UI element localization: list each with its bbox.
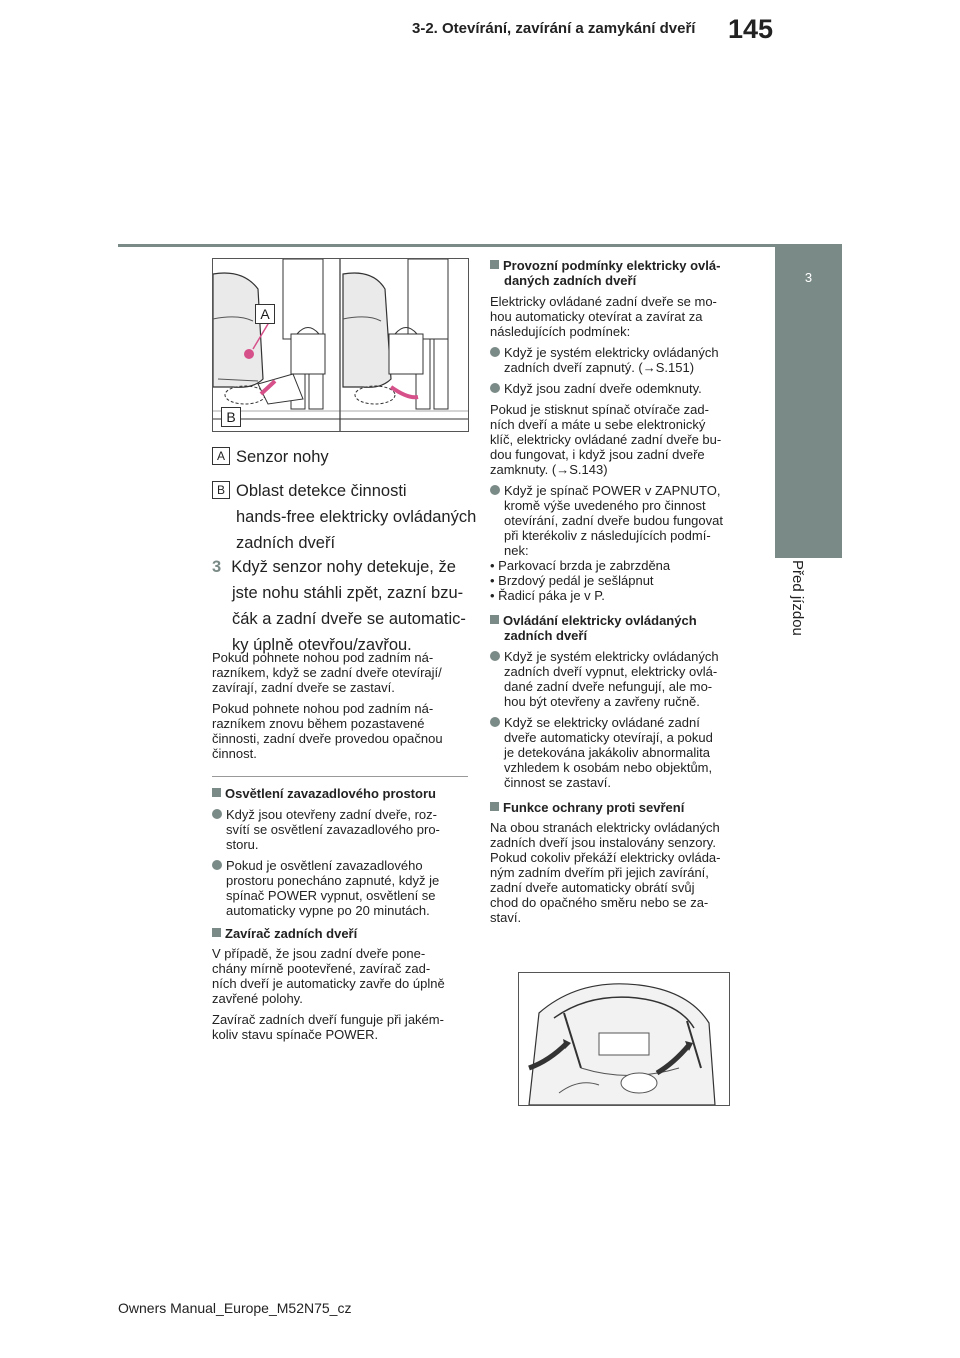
legend <box>212 444 482 556</box>
control-bullet-1: Když je systém elektricky ovládaných <box>490 649 758 664</box>
conditions-para-line: klíč, elektricky ovládané zadní dveře bu- <box>490 432 722 447</box>
light-section-title: Osvětlení zavazadlového prostoru <box>212 786 474 801</box>
light-bullet-2-line: automaticky vypne po 20 minutách. <box>226 903 430 918</box>
square-bullet-icon <box>490 615 499 624</box>
legend-a <box>212 444 482 470</box>
chapter-label: Před jízdou <box>789 560 806 636</box>
closer-para-line: koliv stavu spínače POWER. <box>212 1027 379 1042</box>
left-column-sections <box>212 786 474 1042</box>
square-bullet-icon <box>490 260 499 269</box>
light-bullet-2-line: spínač POWER vypnut, osvětlení se <box>226 888 436 903</box>
conditions-bullet-3: Když je spínač POWER v ZAPNUTO, <box>490 483 758 498</box>
dot-bullet-icon <box>490 485 500 495</box>
dot-bullet-icon <box>212 860 222 870</box>
step-text-2: jste nohu stáhli zpět, zazní bzu- <box>232 584 464 602</box>
note-2-line: činnost. <box>212 746 257 761</box>
callout-a: A <box>255 304 275 324</box>
pinch-para-line: zadních dveří jsou instalovány senzory. <box>490 835 716 850</box>
conditions-section-title: Provozní podmínky elektricky ovlá- <box>490 258 758 273</box>
conditions-bullet-1-line: zadních dveří zapnutý. (→S.151) <box>504 360 695 375</box>
header-rule <box>118 244 842 247</box>
page-number: 145 <box>728 14 774 44</box>
pinch-para-line: Na obou stranách elektricky ovládaných <box>490 820 720 835</box>
conditions-title-line: daných zadních dveří <box>504 273 637 288</box>
control-bullet-2-line: dveře automaticky otevírají, a pokud <box>504 730 713 745</box>
legend-b-label: B <box>212 481 230 499</box>
pinch-sensor-illustration <box>518 972 730 1106</box>
legend-a-text: Senzor nohy <box>236 448 329 466</box>
right-column-sections <box>490 258 758 925</box>
dot-bullet-icon <box>490 717 500 727</box>
note-2-line: Pokud pohnete nohou pod zadním ná- <box>212 701 434 716</box>
closer-para-line: zavřené polohy. <box>212 991 303 1006</box>
closer-para-line: V případě, že jsou zadní dveře pone- <box>212 946 426 961</box>
light-bullet-1: Když jsou otevřeny zadní dveře, roz- <box>212 807 474 822</box>
control-section-title: Ovládání elektricky ovládaných <box>490 613 758 628</box>
note-1-line: razníkem, když se zadní dveře otevírají/ <box>212 665 442 680</box>
foot-sensor-illustration <box>212 258 469 432</box>
chapter-number: 3 <box>804 270 813 285</box>
control-bullet-2-line: činnost se zastaví. <box>504 775 611 790</box>
chapter-tab <box>775 244 842 558</box>
conditions-sub-item: • Parkovací brzda je zabrzděna <box>490 558 671 573</box>
conditions-bullet-3-line: nek: <box>504 543 529 558</box>
pinch-para-line: zadní dveře automaticky obrátí svůj <box>490 880 695 895</box>
pinch-para-line: ným zadním dveřím při jejich zavírání, <box>490 865 709 880</box>
dot-bullet-icon <box>212 809 222 819</box>
dot-bullet-icon <box>490 651 500 661</box>
dot-bullet-icon <box>490 347 500 357</box>
legend-b-text-3: zadních dveří <box>236 534 336 552</box>
conditions-para-line: zamknuty. (→S.143) <box>490 462 608 477</box>
conditions-intro-line: Elektricky ovládané zadní dveře se mo- <box>490 294 717 309</box>
step-text-3: čák a zadní dveře se automatic- <box>232 610 466 628</box>
square-bullet-icon <box>212 788 221 797</box>
control-bullet-1-line: zadních dveří vypnut, elektricky ovlá- <box>504 664 718 679</box>
step-text-4: ky úplně otevřou/zavřou. <box>232 636 412 654</box>
conditions-para-line: dou fungovat, i když jsou zadní dveře <box>490 447 705 462</box>
control-bullet-1-line: hou být otevřeny a zavřeny ručně. <box>504 694 700 709</box>
closer-para-line: ních dveří je automaticky zavře do úplně <box>212 976 445 991</box>
conditions-bullet-3-line: otevírání, zadní dveře budou fungovat <box>504 513 723 528</box>
closer-para-line: Zavírač zadních dveří funguje při jakém- <box>212 1012 444 1027</box>
callout-b: B <box>221 407 241 427</box>
conditions-para-line: ních dveří a máte u sebe elektronický <box>490 417 706 432</box>
legend-a-label: A <box>212 447 230 465</box>
control-bullet-2-line: vzhledem k osobám nebo objektům, <box>504 760 713 775</box>
footer: Owners Manual_Europe_M52N75_cz <box>118 1300 352 1316</box>
conditions-bullet-3-line: při kterékoliv z následujících podmí- <box>504 528 711 543</box>
note-1-line: zavírají, zadní dveře se zastaví. <box>212 680 395 695</box>
closer-para-line: chány mírně pootevřené, zavírač zad- <box>212 961 431 976</box>
dot-bullet-icon <box>490 383 500 393</box>
conditions-bullet-1: Když je systém elektricky ovládaných <box>490 345 758 360</box>
pinch-section-title: Funkce ochrany proti sevření <box>490 800 758 815</box>
pinch-para-line: staví. <box>490 910 522 925</box>
conditions-bullet-2: Když jsou zadní dveře odemknuty. <box>490 381 758 396</box>
conditions-intro-line: hou automaticky otevírat a zavírat za <box>490 309 703 324</box>
light-bullet-1-line: storu. <box>226 837 259 852</box>
notes <box>212 650 472 761</box>
conditions-sub-item: • Brzdový pedál je sešlápnut <box>490 573 654 588</box>
pinch-para-line: Pokud cokoliv překáží elektricky ovláda- <box>490 850 721 865</box>
legend-b-text-2: hands-free elektricky ovládaných <box>236 508 477 526</box>
section-title: 3-2. Otevírání, zavírání a zamykání dveří <box>412 20 696 37</box>
step-number: 3 <box>212 558 222 576</box>
note-1-line: Pokud pohnete nohou pod zadním ná- <box>212 650 434 665</box>
note-2-line: činnosti, zadní dveře provedou opačnou <box>212 731 443 746</box>
square-bullet-icon <box>490 802 499 811</box>
foot-sensor-drawing <box>213 259 468 431</box>
conditions-para-line: Pokud je stisknut spínač otvírače zad- <box>490 402 709 417</box>
control-bullet-1-line: dané zadní dveře nefungují, ale mo- <box>504 679 713 694</box>
legend-b <box>212 478 482 504</box>
step-text-1: Když senzor nohy detekuje, že <box>231 558 456 576</box>
light-bullet-2: Pokud je osvětlení zavazadlového <box>212 858 474 873</box>
conditions-bullet-3-line: kromě výše uvedeného pro činnost <box>504 498 706 513</box>
step-3 <box>212 554 482 658</box>
closer-section-title: Zavírač zadních dveří <box>212 926 474 941</box>
conditions-sub-item: • Řadicí páka je v P. <box>490 588 605 603</box>
conditions-intro-line: následujících podmínek: <box>490 324 631 339</box>
light-bullet-1-line: svítí se osvětlení zavazadlového pro- <box>226 822 440 837</box>
section-divider <box>212 776 468 777</box>
note-2-line: razníkem znovu během pozastavené <box>212 716 425 731</box>
pinch-para-line: chod do opačného směru nebo se za- <box>490 895 709 910</box>
tailgate-drawing <box>519 973 729 1105</box>
control-title-line: zadních dveří <box>504 628 588 643</box>
control-bullet-2-line: je detekována jakákoliv abnormalita <box>504 745 710 760</box>
square-bullet-icon <box>212 928 221 937</box>
control-bullet-2: Když se elektricky ovládané zadní <box>490 715 758 730</box>
legend-b-text-1: Oblast detekce činnosti <box>236 482 407 500</box>
light-bullet-2-line: prostoru ponecháno zapnuté, když je <box>226 873 440 888</box>
